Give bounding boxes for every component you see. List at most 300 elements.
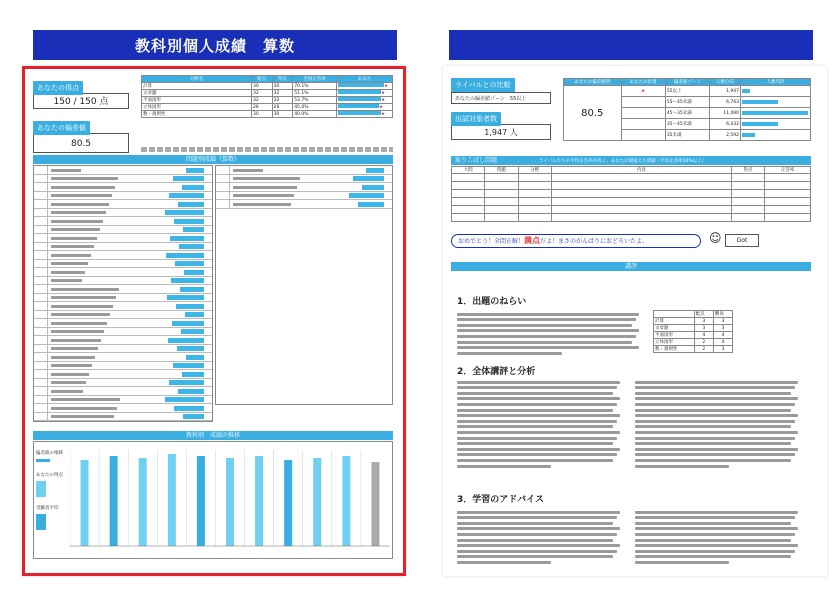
question-row [34,192,212,201]
advice-text-right [635,508,805,567]
question-bar [166,253,204,258]
text-line [635,511,798,514]
question-row [34,285,212,294]
question-bar [169,193,204,198]
deviation-cell: 80.5 [564,86,622,141]
question-bar [167,295,204,300]
test-count-value: 1,947 人 [451,124,551,140]
your-deviation-value: 80.5 [33,133,129,153]
chart-bar [255,456,263,546]
zone-name: 55〜45未満 [665,97,709,108]
question-row [34,175,212,184]
praise-text: おめでとう！全問正解！ [458,238,525,245]
question-row [34,404,212,413]
zone-col-3: 偏差値ゾーン [665,79,709,86]
text-line [457,392,613,395]
question-section-header: 問題別成績（算数） [33,155,393,164]
text-line [457,341,632,344]
question-row [34,183,212,192]
zone-name: 35〜45未満 [665,119,709,130]
zone-position [621,119,665,130]
text-line [457,381,620,384]
zone-row [564,86,811,97]
text-line [457,544,620,547]
question-row [34,387,212,396]
zone-bar [742,111,808,115]
review-col: 得点 [731,167,764,174]
field-bar-cell [337,104,393,111]
question-row [34,243,212,252]
text-line [457,386,617,389]
zone-name: 35未満 [665,130,709,141]
mini-row [654,346,733,353]
text-line [635,448,798,451]
field-table [141,75,393,118]
question-row [34,413,212,422]
text-line [635,453,795,456]
star-icon: ★ [384,84,389,89]
zone-position [621,97,665,108]
chart-bar [197,456,205,546]
text-line [457,420,617,423]
got-it-box: Got [725,234,759,247]
analysis-text-right [635,378,805,470]
field-rate: 53.7% [293,97,337,104]
text-line [457,352,562,355]
question-row [216,183,392,192]
section-aim-heading: 1．出題のねらい [457,297,527,307]
rival-label: ライバルとの比較 [451,78,515,92]
zone-bar-cell [741,108,811,119]
field-name: 文章題 [142,90,252,97]
text-line [457,539,613,542]
question-bar [186,168,204,173]
text-line [457,459,613,462]
field-row [142,97,393,104]
text-line [457,324,632,327]
text-line [635,409,791,412]
section-aim-text [457,310,647,357]
text-line [635,522,791,525]
text-line [635,544,798,547]
your-deviation-label: あなたの偏差値 [33,121,90,135]
text-line [457,555,613,558]
question-bar [172,321,204,326]
zone-name: 55以上 [665,86,709,97]
text-line [457,437,617,440]
analysis-text-left [457,378,627,470]
text-line [635,437,795,440]
text-line [457,431,620,434]
zone-col-1: あなたの偏差値帯 [564,79,622,86]
mini-cell: 3 [713,318,732,325]
field-bar-cell [337,83,393,90]
review-row [452,206,811,214]
text-line [457,522,613,525]
mini-cell: 立体図形 [654,339,695,346]
question-row [34,226,212,235]
mini-row [654,332,733,339]
question-bar [358,202,384,207]
question-bar [184,270,204,275]
review-row [452,182,811,190]
text-line [457,403,617,406]
text-line [635,465,729,468]
text-line [635,533,795,536]
text-line [457,511,620,514]
mini-cell: 計算 [654,318,695,325]
review-col: 正答率 [765,167,811,174]
text-line [635,516,795,519]
mascot-icon: ☺ [709,231,722,245]
zone-name: 45〜35未満 [665,108,709,119]
question-row [216,175,392,184]
text-line [635,397,798,400]
field-bar [338,111,381,115]
advice-text-left [457,508,627,567]
chart-bar [226,458,234,546]
field-bar [338,97,381,101]
field-name: 平面図形 [142,97,252,104]
review-col: 問題 [485,167,518,174]
zone-col-5: 人数内訳 [741,79,811,86]
review-title: 取りこぼし問題 [455,157,498,164]
question-row [34,260,212,269]
question-bar [170,236,204,241]
zone-bar [742,133,755,137]
text-line [635,381,798,384]
field-col-score: 得点 [272,76,293,83]
your-deviation-block [33,115,129,153]
field-col-max: 配点 [252,76,273,83]
mini-col-0 [654,311,695,318]
zone-table [563,78,811,141]
praise-bubble [451,234,701,248]
text-line [457,409,613,412]
chart-bar [313,458,321,546]
field-bar-cell [337,111,393,118]
zone-bar [742,89,750,93]
field-name: 立体図形 [142,104,252,111]
mini-cell: 2 [694,346,713,353]
mini-row [654,318,733,325]
text-line [635,442,791,445]
question-bar [177,346,204,351]
text-line [457,329,639,332]
question-row [216,200,392,209]
zone-count: 6,432 [709,119,740,130]
text-line [635,550,795,553]
text-line [457,442,613,445]
trend-chart-svg [70,446,390,556]
question-row [34,353,212,362]
text-line [457,414,620,417]
legend-average: 受験者平均 [36,506,59,511]
field-row [142,83,393,90]
field-bar-cell [337,97,393,104]
field-row [142,90,393,97]
text-line [457,346,639,349]
question-bar [178,389,204,394]
rival-value: あなたの偏差値ゾーン 55以上 [451,92,551,104]
question-bar [174,219,204,224]
question-row [34,379,212,388]
question-bar [181,329,204,334]
field-rate: 51.1% [293,90,337,97]
zone-bar [742,122,778,126]
zone-col-4: 人数分布 [709,79,740,86]
mini-col-1: 配点 [694,311,713,318]
question-row [34,302,212,311]
field-max: 32 [252,97,273,104]
text-line [635,431,798,434]
mini-cell: 2 [694,339,713,346]
chart-bar [371,462,379,546]
field-bar [338,104,379,108]
question-bar [362,185,384,190]
mini-cell: 3 [713,346,732,353]
question-bar [183,227,204,232]
zone-position [621,108,665,119]
field-bar-cell [337,90,393,97]
chart-bar [168,454,176,546]
question-row [34,319,212,328]
mini-cell: 文章題 [654,325,695,332]
zone-position [621,86,665,97]
question-row [34,328,212,337]
text-line [457,465,551,468]
praise-tail: だよ！まさのがんばりにおどろいたよ。 [540,238,649,245]
zone-count: 2,592 [709,130,740,141]
mini-cell: 平面図形 [654,332,695,339]
question-bar [169,380,204,385]
field-rate: 70.1% [293,83,337,90]
praise-em: 満点 [524,236,541,245]
text-line [635,459,791,462]
star-icon: ★ [379,105,384,110]
question-bar [171,278,204,283]
field-score: 30 [272,111,293,118]
text-line [635,386,795,389]
question-bar [185,312,204,317]
test-count-block [451,106,551,140]
review-row [452,198,811,206]
field-rate: 45.0% [293,104,337,111]
chart-bar [342,456,350,546]
text-line [635,561,729,564]
chart-bar [81,460,89,546]
question-row [216,192,392,201]
zone-position [621,130,665,141]
mini-cell: 数・規則性 [654,346,695,353]
trend-chart [33,441,393,559]
zone-bar-cell [741,130,811,141]
section-analysis-heading: 2．全体講評と分析 [457,367,536,377]
text-line [635,403,795,406]
mini-row [654,325,733,332]
question-bar [175,261,204,266]
field-row [142,111,393,118]
question-bar [165,210,204,215]
field-max: 30 [252,111,273,118]
question-row [34,396,212,405]
field-bar [338,90,381,94]
text-line [457,448,620,451]
chart-section-header: 教科別 成績の推移 [33,431,393,440]
comment-header: 講評 [451,262,811,271]
your-score-label: あなたの得点 [33,81,83,95]
star-icon: ★ [381,91,386,96]
text-line [635,392,791,395]
text-line [457,453,617,456]
review-table [451,166,811,222]
page-title-left: 教科別個人成績 算数 [33,30,397,60]
field-score: 30 [272,83,293,90]
text-line [457,425,613,428]
question-row [216,166,392,175]
text-line [457,335,636,338]
question-row [34,217,212,226]
question-bar [186,355,204,360]
question-bar [176,304,204,309]
test-count-label: 出試対象者数 [451,112,501,126]
question-bar [174,406,204,411]
field-bar [338,83,384,87]
text-line [457,527,620,530]
field-col-rate: 全国正答率 [293,76,337,83]
question-bar [353,176,384,181]
legend-deviation: 偏差値の推移 [36,451,63,456]
zone-bar-cell [741,86,811,97]
question-row [34,311,212,320]
zone-count: 1,947 [709,86,740,97]
question-row [34,234,212,243]
review-row [452,214,811,222]
text-line [457,533,617,536]
question-bar [182,372,204,377]
field-col-mine: あなた [337,76,393,83]
text-line [457,397,620,400]
text-line [635,527,798,530]
question-bar [349,193,384,198]
question-bar [180,287,204,292]
text-line [457,516,617,519]
mini-cell: 4 [713,339,732,346]
question-row [34,294,212,303]
your-position-icon: ★ [641,88,646,94]
mini-cell: 4 [694,332,713,339]
rival-block [451,72,551,104]
question-bar [366,168,384,173]
review-col: 内容 [551,167,731,174]
section-advice-heading: 3．学習のアドバイス [457,495,544,505]
star-icon: ★ [381,112,386,117]
question-list-right [215,165,393,405]
question-bar [182,185,204,190]
field-max: 32 [252,90,273,97]
text-line [457,318,636,321]
zone-bar-cell [741,97,811,108]
question-row [34,277,212,286]
text-line [457,313,639,316]
chart-bar [110,456,118,546]
field-rate: 40.0% [293,111,337,118]
question-row [34,209,212,218]
question-row [34,200,212,209]
field-score: 32 [272,97,293,104]
mini-cell: 3 [694,318,713,325]
field-row [142,104,393,111]
field-max: 26 [252,104,273,111]
review-row [452,190,811,198]
zone-col-2: あなたの位置 [621,79,665,86]
text-line [635,425,791,428]
question-row [34,268,212,277]
text-line [635,539,791,542]
mini-row [654,339,733,346]
text-line [457,550,617,553]
page-title-right [449,30,813,60]
your-score-block [33,75,129,109]
text-line [635,555,791,558]
question-row [34,345,212,354]
your-score-value: 150 / 150 点 [33,93,129,109]
field-note [141,147,393,152]
question-bar [165,397,204,402]
question-row [34,166,212,175]
question-bar [168,338,204,343]
text-line [635,420,795,423]
zone-bar [742,100,778,104]
field-col-name: 分野名 [142,76,252,83]
question-row [34,370,212,379]
field-name: 数・規則性 [142,111,252,118]
question-bar [173,176,204,181]
right-report-page [443,66,827,576]
chart-bar [139,458,147,546]
mini-cell: 3 [713,325,732,332]
mini-col-2: 難易 [713,311,732,318]
question-row [34,362,212,371]
question-bar [179,244,204,249]
question-list-left [33,165,213,422]
question-bar [183,414,204,419]
star-icon: ★ [381,98,386,103]
field-score: 26 [272,104,293,111]
review-header [451,156,811,165]
text-line [457,561,551,564]
field-max: 30 [252,83,273,90]
legend-your-score: あなたの得点 [36,473,63,478]
review-col: 分野 [518,167,551,174]
zone-count: 6,763 [709,97,740,108]
mini-cell: 3 [694,325,713,332]
difficulty-table [653,310,733,353]
question-row [34,336,212,345]
question-bar [173,363,204,368]
left-report-page [22,66,406,576]
question-row [34,251,212,260]
chart-bar [284,460,292,546]
text-line [635,414,798,417]
mini-cell: 4 [713,332,732,339]
field-name: 計算 [142,83,252,90]
zone-count: 11,490 [709,108,740,119]
field-score: 32 [272,90,293,97]
question-bar [178,202,204,207]
review-row [452,174,811,182]
review-col: 大問 [452,167,485,174]
